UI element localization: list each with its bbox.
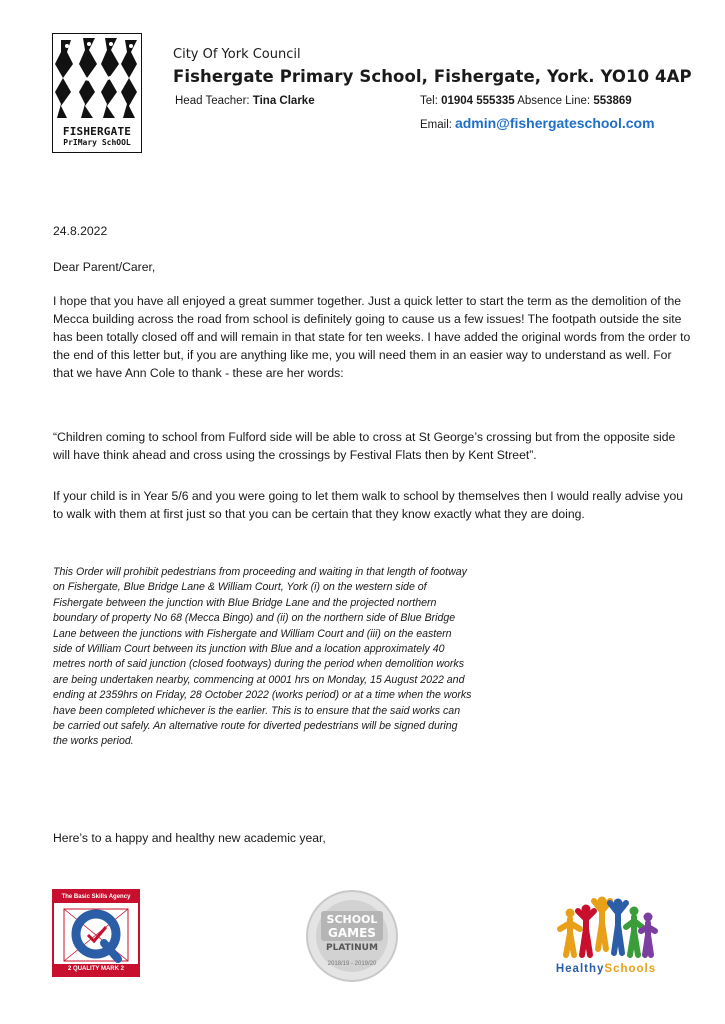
school-crest-icon bbox=[53, 34, 140, 122]
healthy-schools-text bbox=[540, 963, 672, 975]
tel-number: 01904 555335 bbox=[441, 95, 515, 107]
head-teacher-name: Tina Clarke bbox=[252, 95, 315, 107]
letter-salutation: Dear Parent/Carer, bbox=[53, 260, 156, 274]
contact-phone bbox=[420, 95, 632, 107]
letter-paragraph-1: I hope that you have all enjoyed a great summer together. Just a quick letter to start the term as the demolition of the Mecca building across the road from school is definitely going to cause us a few issues! The footpath outside the site has been totally closed off and will remain in that state for ten weeks. I have added the original words from the order to the end of this letter but, if you are anything like me, you will need them in an easier way to understand as well. For that we have Ann Cole to thank - these are her words: bbox=[53, 294, 691, 380]
games-text-platinum: PLATINUM bbox=[326, 943, 378, 953]
school-logo bbox=[52, 33, 142, 153]
letter-closing: Here’s to a happy and healthy new academic year, bbox=[53, 831, 326, 845]
quality-q-icon bbox=[60, 905, 132, 965]
healthy-word: Healthy bbox=[555, 963, 605, 975]
letter-paragraph-3: If your child is in Year 5/6 and you were going to let them walk to school by themselves then I would really advise you to walk with them at first just so that you can be certain that they know exactly what they are doing. bbox=[53, 489, 684, 521]
games-text-years: 2018/19 - 2019/20 bbox=[327, 961, 377, 967]
bsa-bottom-text: 2 QUALITY MARK 2 bbox=[54, 964, 138, 975]
head-teacher-label: Head Teacher: bbox=[175, 95, 253, 107]
absence-number: 553869 bbox=[593, 95, 632, 107]
email-label: Email: bbox=[420, 119, 452, 131]
games-text-school: SCHOOL bbox=[326, 913, 378, 926]
absence-label: Absence Line: bbox=[514, 95, 594, 107]
tel-label: Tel: bbox=[420, 95, 442, 107]
email-address: admin@fishergateschool.com bbox=[454, 115, 655, 131]
contact-email bbox=[420, 115, 655, 131]
logo-text-fishergate: FISHERGATE bbox=[62, 125, 132, 138]
school-name: Fishergate Primary School, Fishergate, York. YO10 4AP bbox=[173, 67, 692, 86]
council-name: City Of York Council bbox=[173, 47, 301, 62]
healthy-schools-figures-icon bbox=[540, 893, 672, 961]
letter-date: 24.8.2022 bbox=[53, 224, 108, 238]
traffic-order-text: This Order will prohibit pedestrians from proceeding and waiting in that length of footway on Fishergate, Blue Bridge Lane & William Court, York (i) on the western side of Fishergate between the junction with Blue Bridge Lane and the projected northern boundary of property No 68 (Mecca Bingo) and (ii) on the northern side of Blue Bridge Lane between the junctions with Fishergate and William Court and (iii) on the eastern side of William Court between its junction with Blue and a location approximately 40 metres north of said junction (closed footways) during the period when demolition works are being undertaken nearby, commencing at 0001 hrs on Monday, 15 August 2022 and ending at 2359hrs on Friday, 28 October 2022 (works period) or at a time when the works have been completed whichever is the earlier. This is to ensure that the said works can be carried out safely. An alternative route for diverted pedestrians will be signed during the works period. bbox=[53, 566, 472, 748]
logo-text-primary-school: PrIMary SchOOL bbox=[63, 138, 131, 147]
school-games-platinum-logo bbox=[305, 889, 399, 983]
healthy-schools-logo bbox=[540, 893, 672, 983]
schools-word: Schools bbox=[604, 963, 657, 975]
head-teacher bbox=[175, 95, 315, 107]
bsa-top-text: The Basic Skills Agency bbox=[54, 891, 138, 903]
games-text-games: GAMES bbox=[328, 926, 376, 940]
letter-quote: “Children coming to school from Fulford side will be able to cross at St George’s crossing but from the opposite side will have think ahead and cross using the crossings by Festival Flats then by Kent Street”. bbox=[53, 430, 676, 462]
basic-skills-quality-mark-logo bbox=[52, 889, 140, 977]
